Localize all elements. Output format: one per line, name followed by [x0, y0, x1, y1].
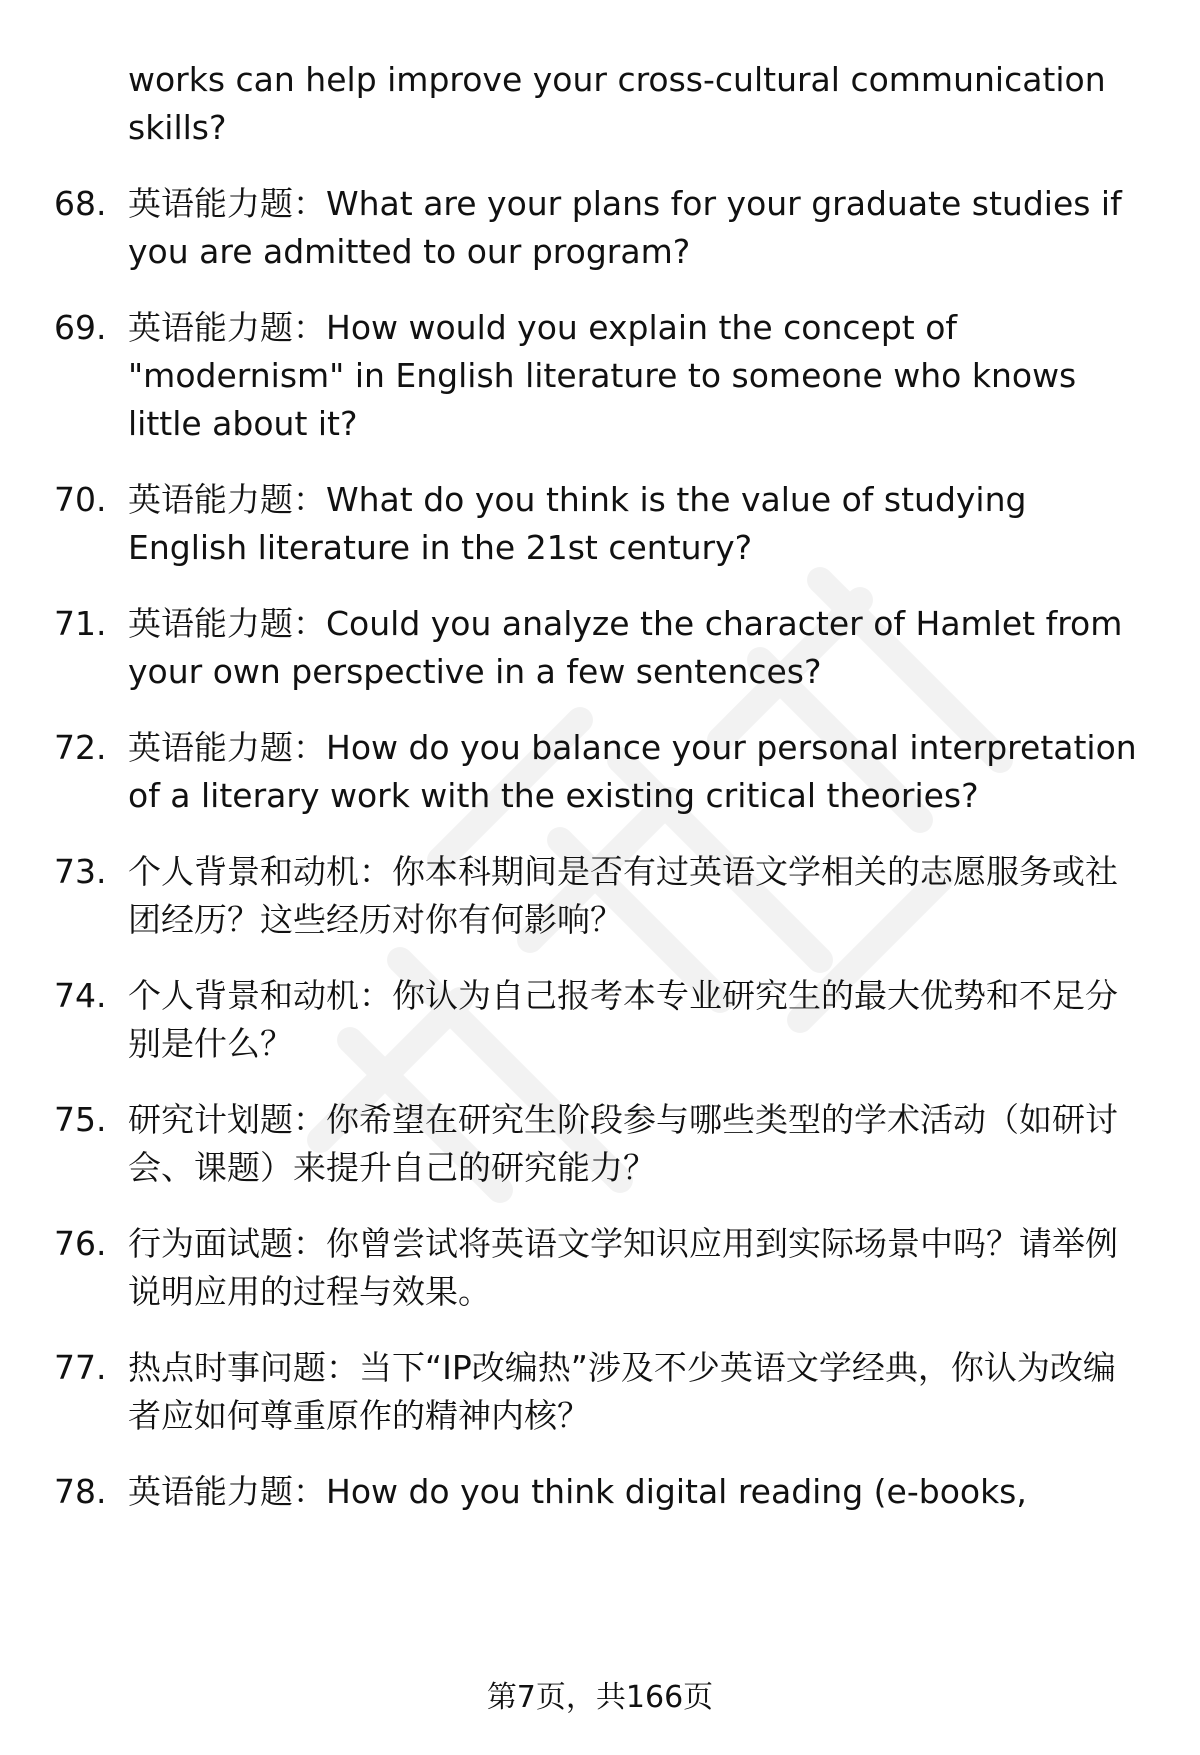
list-item — [0, 1468, 1200, 1516]
item-number: 69. — [54, 308, 107, 347]
item-number: 78. — [54, 1472, 107, 1511]
list-item — [0, 848, 1200, 944]
list-item — [0, 304, 1200, 448]
item-number: 74. — [54, 976, 107, 1015]
item-number: 72. — [54, 728, 107, 767]
item-text: 英语能力题：How do you balance your personal interpretation of a literary work with the existing critical theories? — [128, 728, 1137, 815]
item-text: 研究计划题：你希望在研究生阶段参与哪些类型的学术活动（如研讨会、课题）来提升自己的研究能力？ — [128, 1100, 1118, 1187]
page-footer: 第7页，共166页 — [486, 1680, 714, 1715]
list-item — [0, 724, 1200, 820]
item-text: 英语能力题：Could you analyze the character of Hamlet from your own perspective in a few sentences? — [128, 604, 1123, 691]
list-item — [0, 180, 1200, 276]
item-number: 77. — [54, 1348, 107, 1387]
list-item — [0, 1220, 1200, 1316]
item-number: 73. — [54, 852, 107, 891]
question-list — [0, 56, 1200, 1544]
item-text: 个人背景和动机：你本科期间是否有过英语文学相关的志愿服务或社团经历？这些经历对你有何影响？ — [128, 852, 1118, 939]
item-text: 英语能力题：What do you think is the value of studying English literature in the 21st century? — [128, 480, 1027, 567]
item-number: 76. — [54, 1224, 107, 1263]
item-number: 68. — [54, 184, 107, 223]
item-text: 个人背景和动机：你认为自己报考本专业研究生的最大优势和不足分别是什么？ — [128, 976, 1118, 1063]
item-text: 行为面试题：你曾尝试将英语文学知识应用到实际场景中吗？请举例说明应用的过程与效果。 — [128, 1224, 1118, 1311]
item-number: 75. — [54, 1100, 107, 1139]
list-item — [0, 1344, 1200, 1440]
item-text: 英语能力题：How would you explain the concept of "modernism" in English literature to someone who knows little about it? — [128, 308, 1077, 443]
list-item — [0, 972, 1200, 1068]
item-text: 英语能力题：What are your plans for your graduate studies if you are admitted to our program? — [128, 184, 1122, 271]
item-number: 70. — [54, 480, 107, 519]
list-item — [0, 56, 1200, 152]
list-item — [0, 1096, 1200, 1192]
list-item — [0, 476, 1200, 572]
item-text: 英语能力题：How do you think digital reading (e-books, — [128, 1472, 1027, 1511]
list-item — [0, 600, 1200, 696]
item-number: 71. — [54, 604, 107, 643]
item-text: works can help improve your cross-cultural communication skills? — [128, 60, 1106, 147]
item-text: 热点时事问题：当下“IP改编热”涉及不少英语文学经典，你认为改编者应如何尊重原作的精神内核？ — [128, 1348, 1116, 1435]
